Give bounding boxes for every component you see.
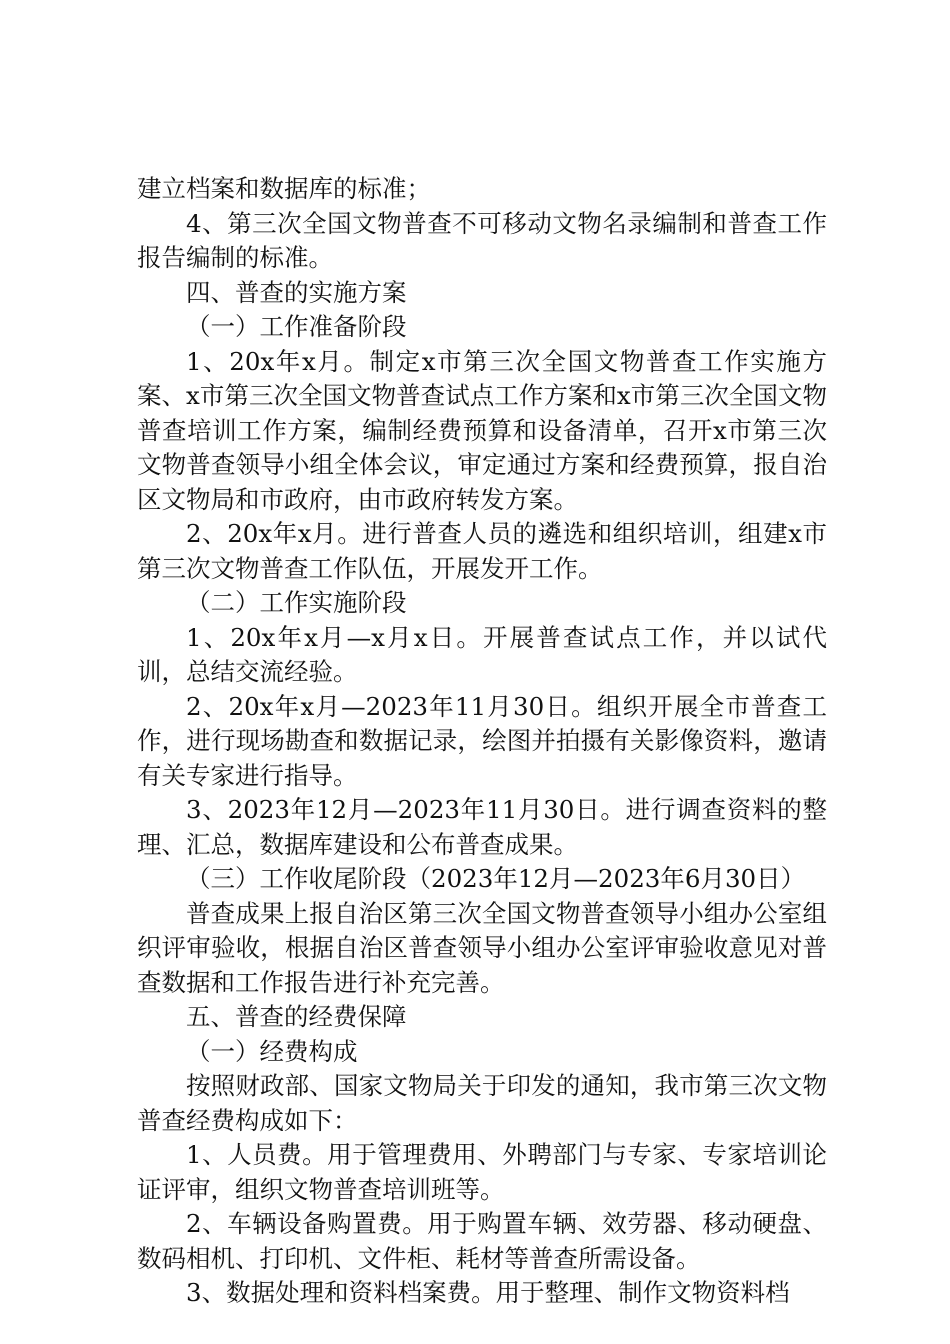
document-body <box>137 172 827 1311</box>
paragraph-funding-2: 2、车辆设备购置费。用于购置车辆、效劳器、移动硬盘、数码相机、打印机、文件柜、耗材等普查所需设备。 <box>137 1209 827 1273</box>
paragraph-funding-3: 3、数据处理和资料档案费。用于整理、制作文物资料档 <box>186 1278 790 1307</box>
paragraph-preparation-2: 2、20x年x月。进行普查人员的遴选和组织培训，组建x市第三次文物普查工作队伍，开展发开工作。 <box>137 519 827 583</box>
paragraph-closing: 普查成果上报自治区第三次全国文物普查领导小组办公室组织评审验收，根据自治区普查领导小组办公室评审验收意见对普查数据和工作报告进行补充完善。 <box>137 898 827 997</box>
subsection-heading-funding: （一）经费构成 <box>186 1036 358 1066</box>
paragraph-standard-continuation: 建立档案和数据库的标准； <box>137 174 431 203</box>
subsection-heading-preparation: （一）工作准备阶段 <box>186 312 407 341</box>
paragraph-implementation-2: 2、20x年x月—2023年11月30日。组织开展全市普查工作，进行现场勘查和数据记录，绘图并拍摄有关影像资料，邀请有关专家进行指导。 <box>137 691 827 790</box>
paragraph-standard-4: 4、第三次全国文物普查不可移动文物名录编制和普查工作报告编制的标准。 <box>137 208 827 272</box>
subsection-heading-closing: （三）工作收尾阶段（2023年12月—2023年6月30日） <box>186 864 806 893</box>
paragraph-funding-intro: 按照财政部、国家文物局关于印发的通知，我市第三次文物普查经费构成如下： <box>137 1071 827 1135</box>
section-heading-4: 四、普查的实施方案 <box>186 277 407 307</box>
paragraph-implementation-1: 1、20x年x月—x月x日。开展普查试点工作，并以试代训，总结交流经验。 <box>137 622 827 686</box>
section-heading-5: 五、普查的经费保障 <box>186 1002 407 1031</box>
paragraph-funding-1: 1、人员费。用于管理费用、外聘部门与专家、专家培训论证评审，组织文物普查培训班等。 <box>137 1140 827 1204</box>
paragraph-preparation-1: 1、20x年x月。制定x市第三次全国文物普查工作实施方案、x市第三次全国文物普查试点工作方案和x市第三次全国文物普查培训工作方案，编制经费预算和设备清单，召开x市第三次文物普查领导小组全体会议，审定通过方案和经费预算，报自治区文物局和市政府，由市政府转发方案。 <box>137 346 827 514</box>
subsection-heading-implementation: （二）工作实施阶段 <box>186 588 407 617</box>
paragraph-implementation-3: 3、2023年12月—2023年11月30日。进行调查资料的整理、汇总，数据库建设和公布普查成果。 <box>137 795 827 859</box>
